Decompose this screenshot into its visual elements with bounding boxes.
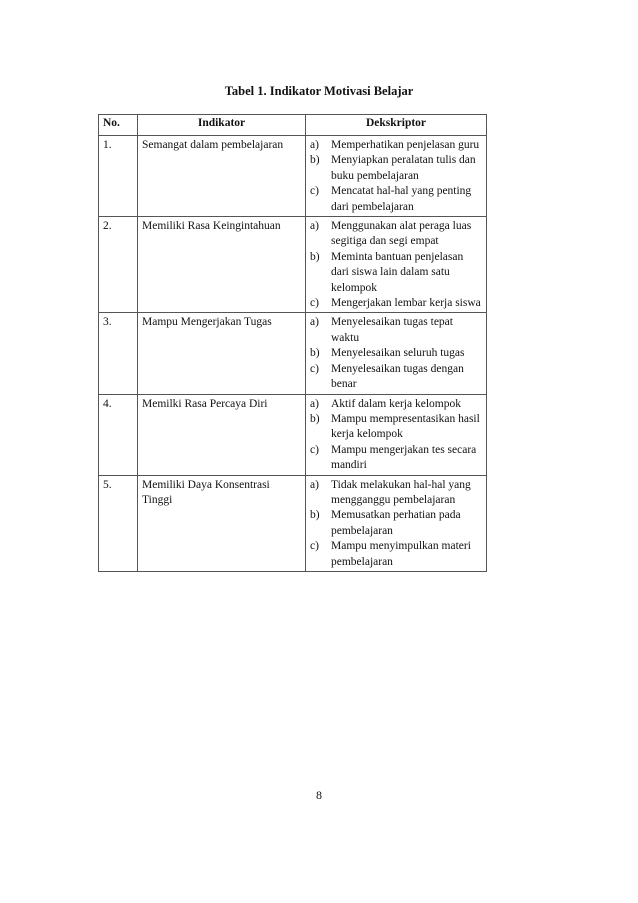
list-marker: c) xyxy=(310,185,319,198)
list-item xyxy=(310,397,482,412)
list-marker: a) xyxy=(310,316,319,329)
list-marker: a) xyxy=(310,397,319,410)
table-row xyxy=(99,217,487,313)
list-item xyxy=(310,478,482,509)
deskriptor-list xyxy=(310,397,482,474)
header-indikator: Indikator xyxy=(138,115,306,136)
list-item xyxy=(310,362,482,393)
list-text: Mampu mempresentasikan hasil kerja kelompok xyxy=(331,412,480,441)
cell-no: 2. xyxy=(99,217,138,313)
cell-indikator: Memilki Rasa Percaya Diri xyxy=(138,394,306,475)
cell-no: 1. xyxy=(99,136,138,217)
list-marker: c) xyxy=(310,297,319,310)
cell-deskriptor xyxy=(306,217,487,313)
list-text: Mampu menyimpulkan materi pembelajaran xyxy=(331,540,471,568)
list-marker: c) xyxy=(310,443,319,456)
cell-indikator: Memiliki Daya Konsentrasi Tinggi xyxy=(138,475,306,571)
list-text: Menyelesaikan tugas dengan benar xyxy=(331,362,464,391)
list-item xyxy=(310,443,482,474)
list-text: Menyiapkan peralatan tulis dan buku pembelajaran xyxy=(331,154,476,182)
list-text: Memusatkan perhatian pada pembelajaran xyxy=(331,509,461,537)
page-number: 8 xyxy=(316,788,322,802)
table-header-row xyxy=(99,115,487,136)
list-text: Mengerjakan lembar kerja siswa xyxy=(331,297,481,310)
list-item xyxy=(310,250,482,296)
list-item xyxy=(310,539,482,570)
list-marker: c) xyxy=(310,362,319,375)
list-text: Mampu mengerjakan tes secara mandiri xyxy=(331,443,477,472)
list-marker: b) xyxy=(310,250,320,263)
list-marker: b) xyxy=(310,347,320,360)
header-no: No. xyxy=(99,115,138,136)
list-item xyxy=(310,153,482,184)
list-marker: a) xyxy=(310,220,319,233)
cell-deskriptor xyxy=(306,394,487,475)
deskriptor-list xyxy=(310,478,482,570)
list-marker: a) xyxy=(310,139,319,151)
list-text: Menggunakan alat peraga luas segitiga dan segi empat xyxy=(331,220,472,248)
cell-deskriptor xyxy=(306,313,487,394)
cell-indikator: Semangat dalam pembelajaran xyxy=(138,136,306,217)
list-text: Menyelesaikan tugas tepat waktu xyxy=(331,316,453,344)
list-item xyxy=(310,138,482,153)
list-text: Mencatat hal-hal yang penting dari pembelajaran xyxy=(331,185,472,213)
header-deskriptor: Dekskriptor xyxy=(306,115,487,136)
list-item xyxy=(310,412,482,443)
deskriptor-list xyxy=(310,138,482,215)
list-item xyxy=(310,296,482,311)
deskriptor-list xyxy=(310,315,482,392)
list-marker: b) xyxy=(310,412,320,425)
list-item xyxy=(310,315,482,346)
list-marker: a) xyxy=(310,478,319,491)
cell-deskriptor xyxy=(306,136,487,217)
list-item xyxy=(310,184,482,215)
table-caption: Tabel 1. Indikator Motivasi Belajar xyxy=(224,84,414,98)
list-marker: c) xyxy=(310,540,319,553)
list-text: Tidak melakukan hal-hal yang mengganggu pembelajaran xyxy=(331,478,471,506)
list-text: Menyelesaikan seluruh tugas xyxy=(331,347,465,360)
cell-no: 5. xyxy=(99,475,138,571)
table-row xyxy=(99,475,487,571)
deskriptor-list xyxy=(310,219,482,311)
table-row xyxy=(99,313,487,394)
cell-no: 3. xyxy=(99,313,138,394)
cell-no: 4. xyxy=(99,394,138,475)
cell-indikator: Mampu Mengerjakan Tugas xyxy=(138,313,306,394)
table-row xyxy=(99,136,487,217)
cell-indikator: Memiliki Rasa Keingintahuan xyxy=(138,217,306,313)
table-row xyxy=(99,394,487,475)
list-text: Aktif dalam kerja kelompok xyxy=(331,397,461,410)
list-marker: b) xyxy=(310,154,320,167)
list-item xyxy=(310,219,482,250)
list-text: Memperhatikan penjelasan guru xyxy=(331,139,480,151)
indicator-table xyxy=(98,114,487,572)
cell-deskriptor xyxy=(306,475,487,571)
list-item xyxy=(310,508,482,539)
list-marker: b) xyxy=(310,509,320,522)
list-item xyxy=(310,346,482,361)
list-text: Meminta bantuan penjelasan dari siswa lain dalam satu kelompok xyxy=(331,250,464,294)
